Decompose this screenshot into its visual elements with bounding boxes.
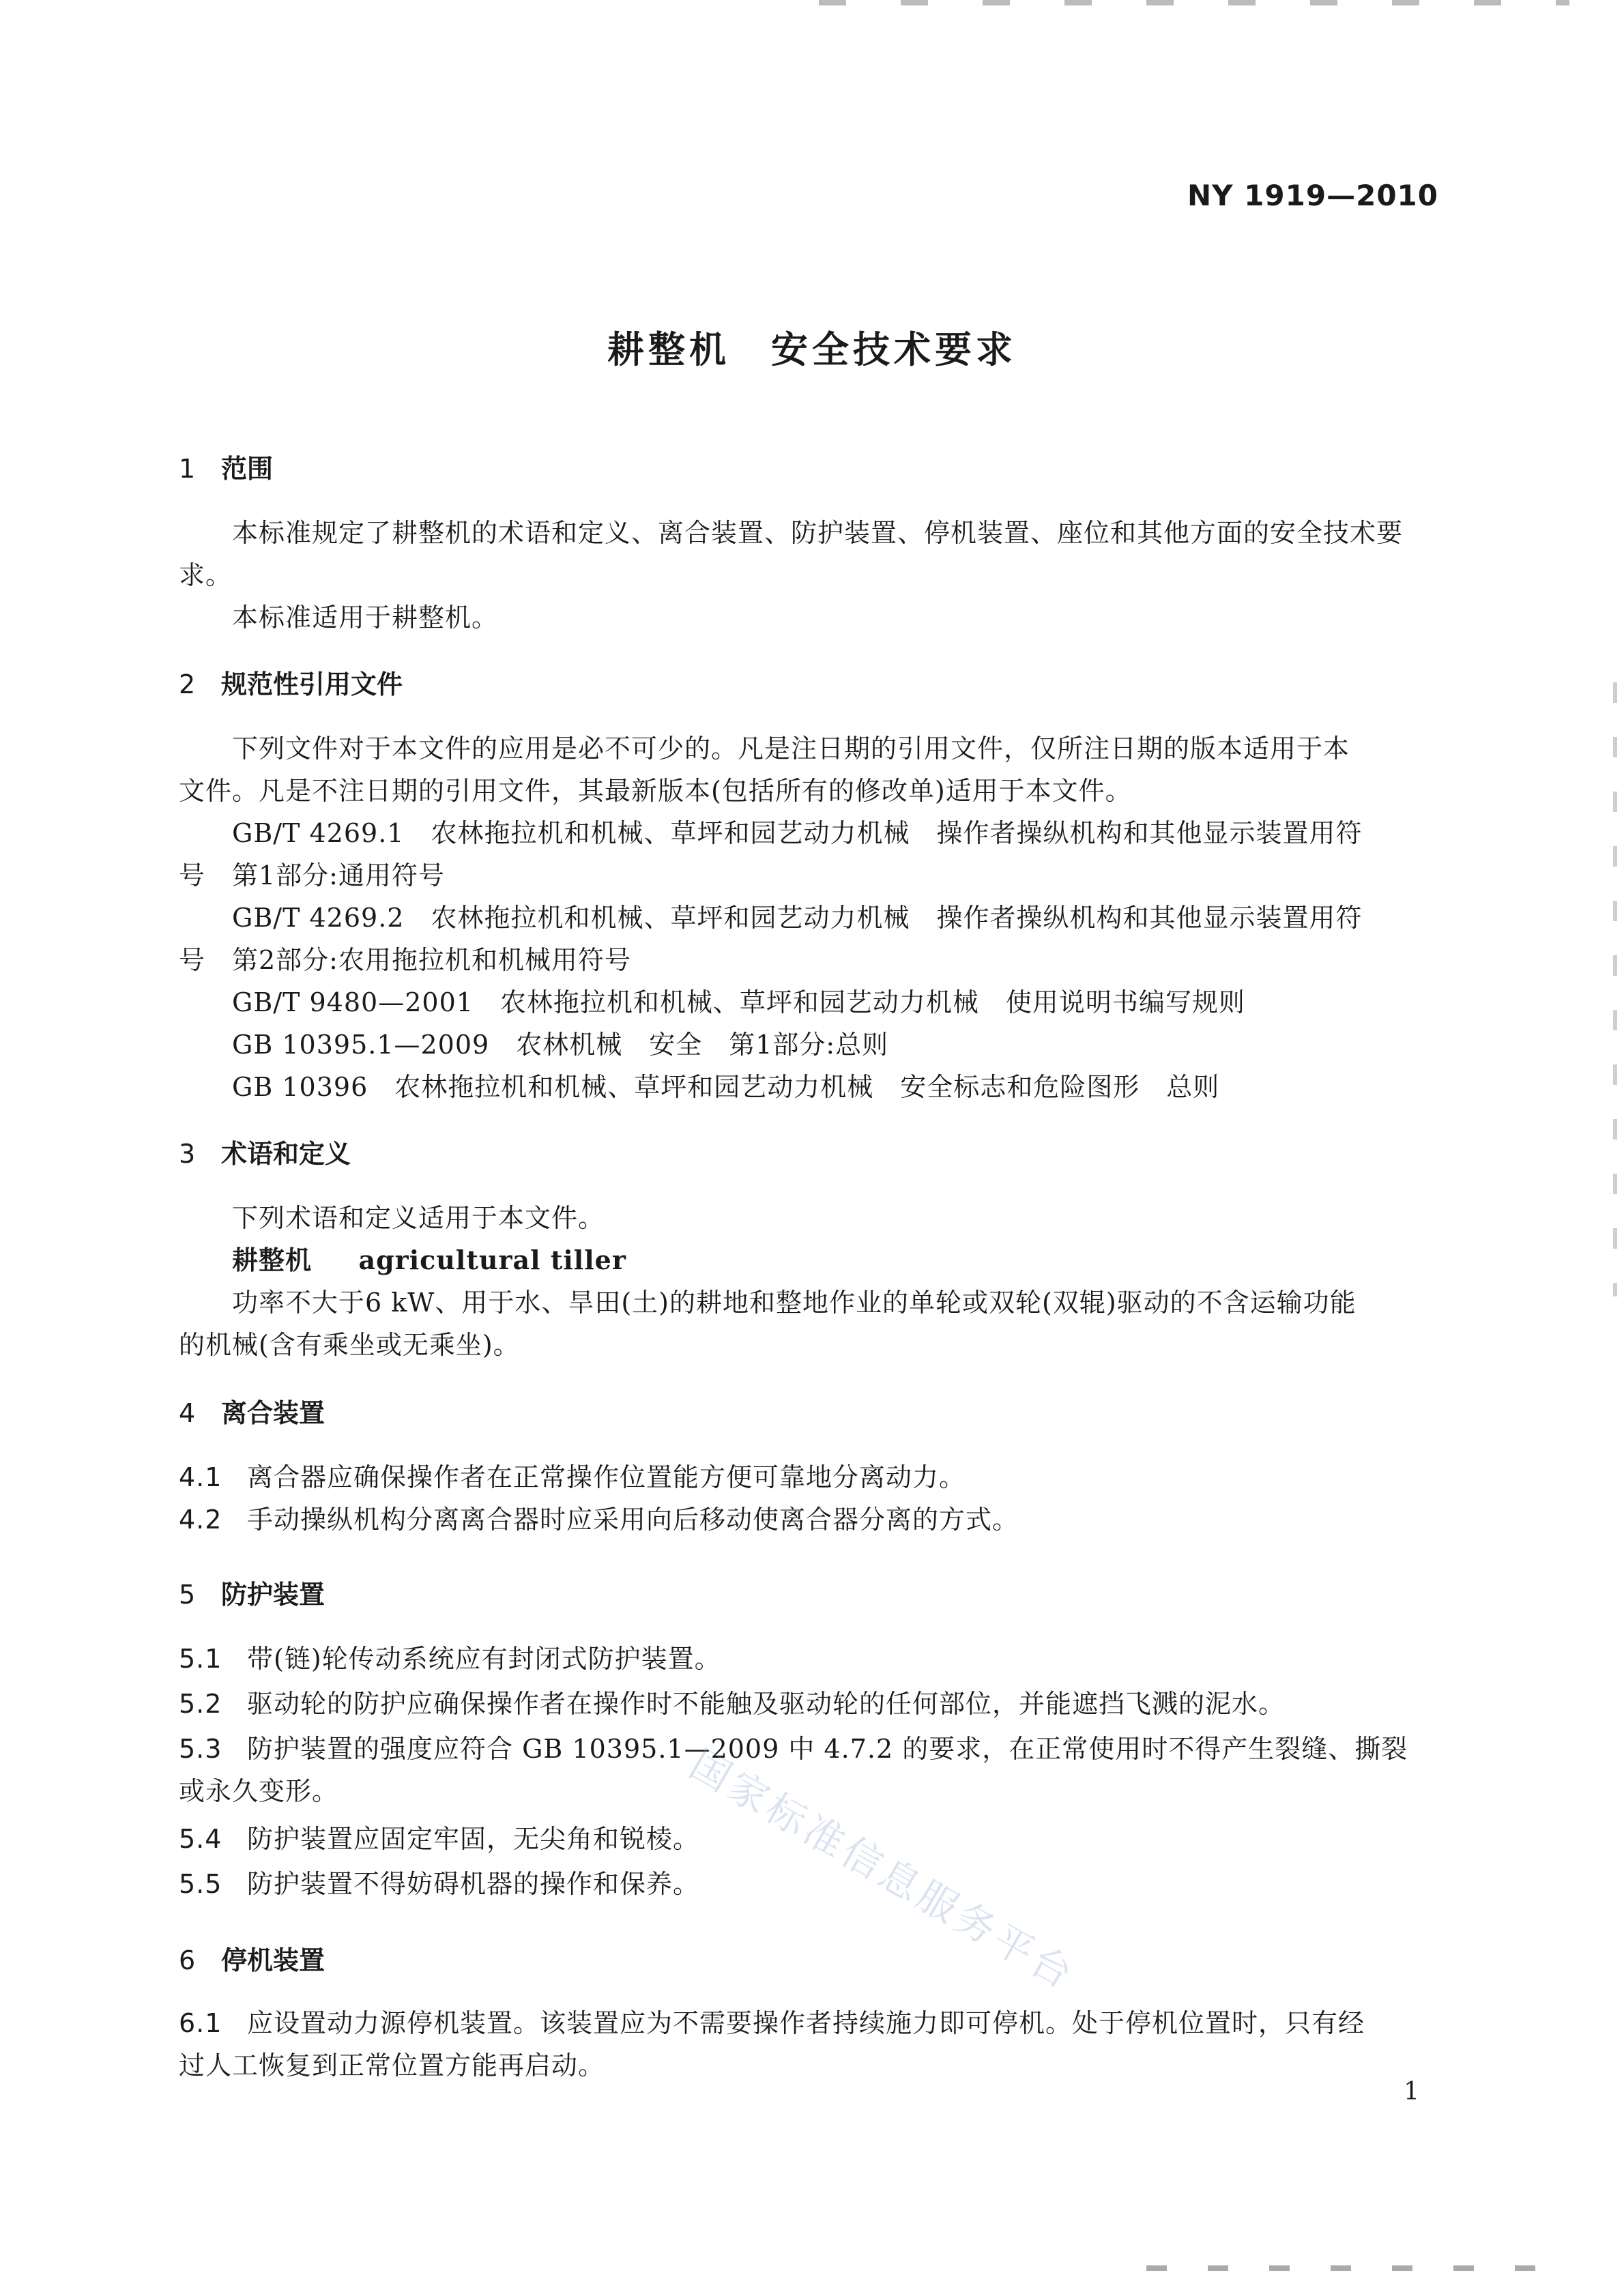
scan-edge-marks [1613,682,1617,1296]
clause-text: 手动操纵机构分离离合器时应采用向后移动使离合器分离的方式。 [247,1505,1019,1535]
clause-text: 驱动轮的防护应确保操作者在操作时不能触及驱动轮的任何部位，并能遮挡飞溅的泥水。 [247,1689,1286,1719]
term-chinese: 耕整机 [232,1245,313,1275]
paragraph-line: 下列术语和定义适用于本文件。 [232,1203,605,1233]
definition-line: 功率不大于6 kW、用于水、旱田(土)的耕地和整地作业的单轮或双轮(双辊)驱动的不含运输功能 [232,1288,1357,1318]
reference-line: GB/T 4269.1 农林拖拉机和机械、草坪和园艺动力机械 操作者操纵机构和其他显示装置用符 [232,818,1363,848]
section-number: 2 [179,669,196,699]
section-2-heading [179,663,403,701]
reference-line: GB 10395.1—2009 农林机械 安全 第1部分:总则 [232,1030,889,1060]
section-title: 停机装置 [221,1945,325,1975]
clause-5-2 [179,1683,1285,1720]
clause-5-5 [179,1863,699,1900]
paragraph-line: 求。 [179,560,233,590]
section-number: 4 [179,1398,196,1428]
clause-number: 5.1 [179,1644,222,1674]
clause-4-1 [179,1456,966,1494]
document-title: 耕整机 安全技术要求 [607,328,1017,371]
reference-line: GB/T 4269.2 农林拖拉机和机械、草坪和园艺动力机械 操作者操纵机构和其他显示装置用符 [232,903,1363,933]
term-entry [232,1239,626,1277]
scan-marks-top [819,0,1569,5]
section-title: 术语和定义 [221,1139,351,1169]
scan-marks-bottom [1146,2265,1556,2271]
clause-number: 6.1 [179,2008,222,2038]
clause-number: 5.4 [179,1824,222,1854]
paragraph-line: 本标准适用于耕整机。 [232,603,499,633]
section-number: 6 [179,1945,196,1975]
reference-line: GB/T 9480—2001 农林拖拉机和机械、草坪和园艺动力机械 使用说明书编写规则 [232,987,1245,1017]
clause-text: 应设置动力源停机装置。该装置应为不需要操作者持续施力即可停机。处于停机位置时，只有经 [247,2008,1365,2038]
section-4-heading [179,1392,325,1430]
section-1-heading [179,448,273,485]
reference-line: GB 10396 农林拖拉机和机械、草坪和园艺动力机械 安全标志和危险图形 总则 [232,1072,1220,1102]
paragraph-line: 本标准规定了耕整机的术语和定义、离合装置、防护装置、停机装置、座位和其他方面的安全技术要 [232,518,1404,548]
clause-text: 离合器应确保操作者在正常操作位置能方便可靠地分离动力。 [247,1462,966,1492]
section-title: 范围 [221,454,274,484]
section-number: 1 [179,454,196,484]
section-number: 3 [179,1139,196,1169]
section-3-heading [179,1133,351,1170]
clause-text-continued: 或永久变形。 [179,1776,339,1806]
clause-5-4 [179,1818,699,1855]
watermark: 国家标准信息服务平台 [682,1741,1084,2000]
reference-line: 号 第2部分:农用拖拉机和机械用符号 [179,945,631,975]
clause-text: 带(链)轮传动系统应有封闭式防护装置。 [247,1644,721,1674]
section-number: 5 [179,1580,196,1610]
clause-4-2 [179,1498,1019,1536]
clause-number: 4.2 [179,1505,222,1535]
document-code: NY 1919—2010 [1187,179,1438,212]
paragraph-line: 文件。凡是不注日期的引用文件，其最新版本(包括所有的修改单)适用于本文件。 [179,776,1132,806]
page-number: 1 [1404,2078,1419,2106]
clause-number: 4.1 [179,1462,222,1492]
clause-6-1 [179,2002,1365,2040]
clause-text-continued: 过人工恢复到正常位置方能再启动。 [179,2050,605,2080]
paragraph-line: 下列文件对于本文件的应用是必不可少的。凡是注日期的引用文件，仅所注日期的版本适用于本 [232,734,1350,764]
section-5-heading [179,1573,325,1611]
clause-text: 防护装置的强度应符合 GB 10395.1—2009 中 4.7.2 的要求，在正常使用时不得产生裂缝、撕裂 [247,1734,1408,1764]
clause-number: 5.2 [179,1689,222,1719]
clause-5-1 [179,1638,721,1675]
section-title: 离合装置 [221,1398,325,1428]
clause-text: 防护装置不得妨碍机器的操作和保养。 [247,1869,700,1899]
clause-5-3 [179,1728,1408,1765]
term-english: agricultural tiller [358,1245,626,1275]
section-6-heading [179,1939,325,1977]
definition-line: 的机械(含有乘坐或无乘坐)。 [179,1330,520,1360]
section-title: 防护装置 [221,1580,325,1610]
section-title: 规范性引用文件 [221,669,403,699]
clause-number: 5.3 [179,1734,222,1764]
clause-number: 5.5 [179,1869,222,1899]
clause-text: 防护装置应固定牢固，无尖角和锐棱。 [247,1824,700,1854]
reference-line: 号 第1部分:通用符号 [179,860,445,890]
